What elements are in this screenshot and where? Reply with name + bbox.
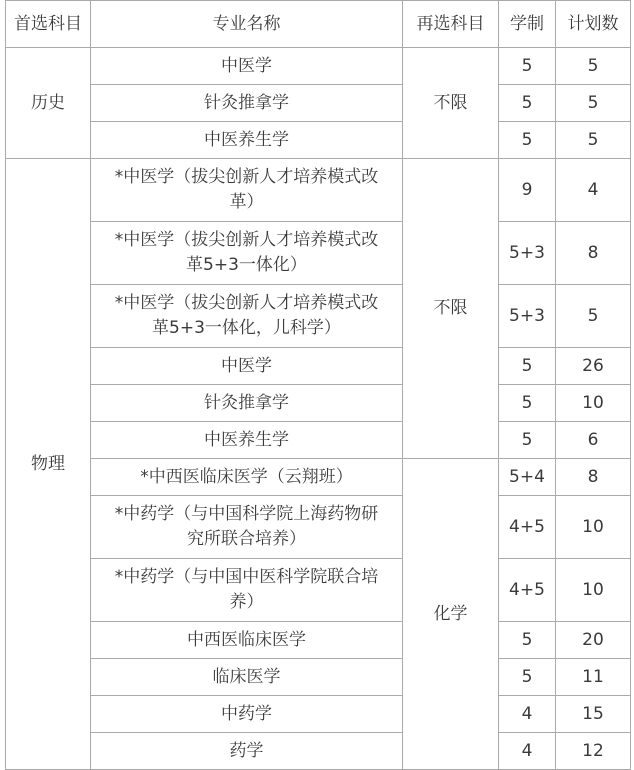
second-subject-physics-chemistry: 化学 bbox=[403, 459, 499, 770]
table-row bbox=[6, 348, 631, 385]
first-subject-history: 历史 bbox=[6, 48, 91, 159]
major-cell: 中医学 bbox=[91, 348, 403, 385]
table-row bbox=[6, 459, 631, 496]
duration-cell: 5 bbox=[499, 348, 556, 385]
duration-cell: 5 bbox=[499, 48, 556, 85]
duration-cell: 5 bbox=[499, 85, 556, 122]
plan-count-cell: 20 bbox=[556, 622, 631, 659]
duration-cell: 4+5 bbox=[499, 559, 556, 622]
table-row bbox=[6, 85, 631, 122]
plan-count-cell: 8 bbox=[556, 459, 631, 496]
duration-cell: 5+3 bbox=[499, 285, 556, 348]
table-row bbox=[6, 285, 631, 348]
header-second-subject: 再选科目 bbox=[403, 1, 499, 48]
table-row bbox=[6, 733, 631, 770]
major-cell: 中医学 bbox=[91, 48, 403, 85]
duration-cell: 5 bbox=[499, 385, 556, 422]
major-cell: *中医学（拔尖创新人才培养模式改革5+3一体化） bbox=[91, 222, 403, 285]
second-subject-physics-unrestricted: 不限 bbox=[403, 159, 499, 459]
major-cell: 中医养生学 bbox=[91, 422, 403, 459]
plan-count-cell: 15 bbox=[556, 696, 631, 733]
second-subject-history: 不限 bbox=[403, 48, 499, 159]
plan-count-cell: 5 bbox=[556, 122, 631, 159]
plan-count-cell: 10 bbox=[556, 496, 631, 559]
major-cell: *中药学（与中国科学院上海药物研究所联合培养） bbox=[91, 496, 403, 559]
table-row bbox=[6, 422, 631, 459]
plan-count-cell: 10 bbox=[556, 559, 631, 622]
major-cell: 针灸推拿学 bbox=[91, 385, 403, 422]
table-row bbox=[6, 48, 631, 85]
header-plan-count: 计划数 bbox=[556, 1, 631, 48]
table-row bbox=[6, 222, 631, 285]
first-subject-physics: 物理 bbox=[6, 159, 91, 770]
major-cell: 中药学 bbox=[91, 696, 403, 733]
duration-cell: 5 bbox=[499, 622, 556, 659]
major-cell: 针灸推拿学 bbox=[91, 85, 403, 122]
plan-count-cell: 6 bbox=[556, 422, 631, 459]
plan-count-cell: 26 bbox=[556, 348, 631, 385]
major-cell: 中西医临床医学 bbox=[91, 622, 403, 659]
enrollment-plan-table bbox=[5, 0, 631, 770]
plan-count-cell: 5 bbox=[556, 48, 631, 85]
plan-count-cell: 12 bbox=[556, 733, 631, 770]
duration-cell: 9 bbox=[499, 159, 556, 222]
plan-count-cell: 5 bbox=[556, 285, 631, 348]
major-cell: *中药学（与中国中医科学院联合培养） bbox=[91, 559, 403, 622]
duration-cell: 4 bbox=[499, 733, 556, 770]
table-row bbox=[6, 385, 631, 422]
plan-count-cell: 11 bbox=[556, 659, 631, 696]
table-row bbox=[6, 122, 631, 159]
plan-count-cell: 10 bbox=[556, 385, 631, 422]
table-row bbox=[6, 659, 631, 696]
table-row bbox=[6, 696, 631, 733]
duration-cell: 5+4 bbox=[499, 459, 556, 496]
major-cell: 中医养生学 bbox=[91, 122, 403, 159]
table-row bbox=[6, 496, 631, 559]
table-row bbox=[6, 622, 631, 659]
major-cell: 药学 bbox=[91, 733, 403, 770]
major-cell: *中医学（拔尖创新人才培养模式改革5+3一体化，儿科学） bbox=[91, 285, 403, 348]
plan-count-cell: 5 bbox=[556, 85, 631, 122]
header-duration: 学制 bbox=[499, 1, 556, 48]
plan-count-cell: 8 bbox=[556, 222, 631, 285]
major-cell: *中医学（拔尖创新人才培养模式改革） bbox=[91, 159, 403, 222]
duration-cell: 5 bbox=[499, 422, 556, 459]
table-row bbox=[6, 159, 631, 222]
header-major-name: 专业名称 bbox=[91, 1, 403, 48]
duration-cell: 5 bbox=[499, 122, 556, 159]
duration-cell: 4 bbox=[499, 696, 556, 733]
header-first-subject: 首选科目 bbox=[6, 1, 91, 48]
duration-cell: 4+5 bbox=[499, 496, 556, 559]
header-row bbox=[6, 1, 631, 48]
major-cell: *中西医临床医学（云翔班） bbox=[91, 459, 403, 496]
duration-cell: 5+3 bbox=[499, 222, 556, 285]
major-cell: 临床医学 bbox=[91, 659, 403, 696]
table-row bbox=[6, 559, 631, 622]
duration-cell: 5 bbox=[499, 659, 556, 696]
plan-count-cell: 4 bbox=[556, 159, 631, 222]
